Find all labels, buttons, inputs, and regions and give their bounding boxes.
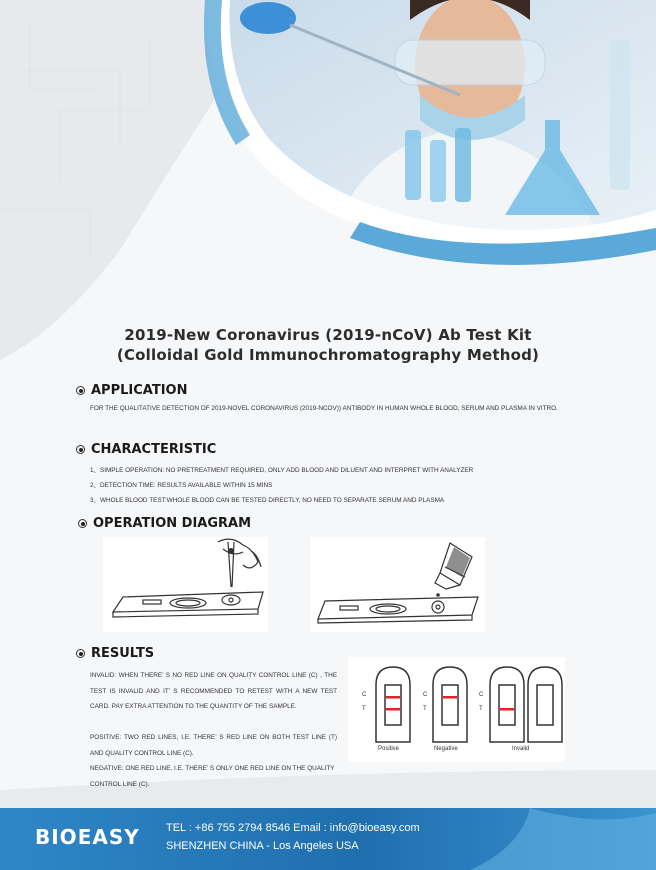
control-line-mark	[386, 696, 400, 699]
bullet-icon	[76, 649, 85, 658]
operation-section-heading	[78, 516, 251, 531]
control-line-mark	[443, 696, 457, 699]
bullet-icon	[76, 445, 85, 454]
application-section-heading	[76, 383, 187, 398]
invalid-label: Invalid	[512, 746, 530, 752]
operation-heading: OPERATION DIAGRAM	[93, 516, 252, 531]
characteristic-section-heading	[76, 442, 216, 457]
sample-drop-diagram	[103, 537, 268, 632]
positive-label: Positive	[378, 746, 400, 752]
product-title-line2: (Colloidal Gold Immunochromatography Method)	[116, 346, 540, 364]
results-diagram	[348, 657, 565, 762]
buffer-drop-diagram	[310, 537, 485, 632]
application-heading: APPLICATION	[91, 383, 188, 398]
results-negative-text: NEGATIVE: ONE RED LINE, I.E. THERE’ S ONLY ONE RED LINE ON THE QUALITY CONTROL LINE (C).	[90, 765, 335, 788]
product-title-line1: 2019-New Coronavirus (2019-nCoV) Ab Test Kit	[124, 326, 532, 344]
footer-location: SHENZHEN CHINA - Los Angeles USA	[166, 840, 359, 852]
results-section-heading	[76, 646, 154, 661]
characteristic-heading: CHARACTERISTIC	[91, 442, 217, 457]
control-letter: C	[423, 692, 428, 698]
bullet-icon	[76, 386, 85, 395]
footer-contact: TEL : +86 755 2794 8546 Email : info@bioeasy.com	[166, 822, 420, 834]
test-letter: T	[423, 706, 427, 712]
test-letter: T	[479, 706, 483, 712]
characteristic-item: 3、WHOLE BLOOD TEST:WHOLE BLOOD CAN BE TESTED DIRECTLY, NO NEED TO SEPARATE SERUM AND PLASMA	[90, 497, 445, 504]
bioeasy-logo: BIOEASY	[35, 825, 140, 849]
characteristic-item: 1、SIMPLE OPERATION: NO PRETREATMENT REQUIRED, ONLY ADD BLOOD AND DILUENT AND INTERPRET WITH ANALYZER	[90, 467, 474, 474]
scientist-hero-image	[0, 0, 656, 300]
test-line-mark	[500, 708, 514, 711]
test-line-mark	[386, 708, 400, 711]
application-text: FOR THE QUALITATIVE DETECTION OF 2019-NOVEL CORONAVIRUS (2019-NCOV)) ANTIBODY IN HUMAN WHOLE BLOOD, SERUM AND PLASMA IN VITRO.	[90, 405, 558, 412]
characteristic-item: 2、DETECTION TIME: RESULTS AVAILABLE WITHIN 15 MINS	[90, 482, 273, 489]
results-invalid-text: INVALID: WHEN THERE’ S NO RED LINE ON QUALITY CONTROL LINE (C) , THE TEST IS INVALID AND IT’ S RECOMMENDED TO RETEST WITH A NEW TEST CARD. PAY EXTRA ATTENTION TO THE QUANTITY OF THE SAMPLE.	[90, 672, 337, 710]
control-letter: C	[362, 692, 367, 698]
results-heading: RESULTS	[91, 646, 155, 661]
test-letter: T	[362, 706, 366, 712]
bullet-icon	[78, 519, 87, 528]
results-positive-text: POSITIVE: TWO RED LINES, I.E. THERE’ S RED LINE ON BOTH TEST LINE (T) AND QUALITY CONTROL LINE (C).	[90, 734, 337, 757]
control-letter: C	[479, 692, 484, 698]
negative-label: Negative	[434, 746, 458, 752]
